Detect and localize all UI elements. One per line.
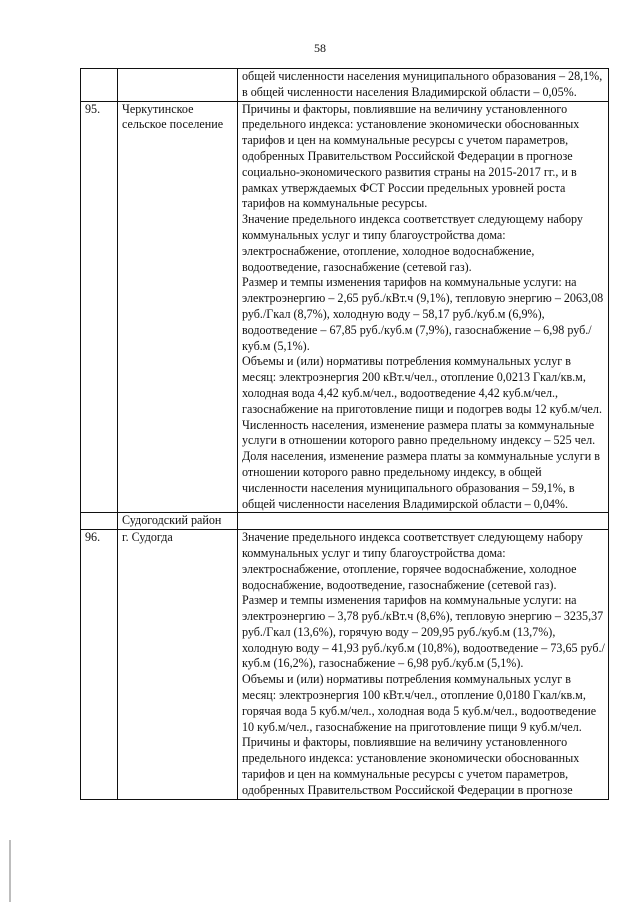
index-table [80,68,609,800]
page-number: 58 [314,41,326,55]
description-cell [238,530,609,800]
scan-edge-mark [9,840,11,902]
paragraph: Причины и факторы, повлиявшие на величину установленного предельного индекса: установление экономически обоснованных тарифов и цен на коммунальные ресурсы с учетом параметров, одобренных Правительством Российской Федерации в прогнозе социально-экономического развития страны на 2015-2017 гг., и в рамках утверждаемых ФСТ России предельных уровней роста тарифов на коммунальные ресурсы. [242,101,580,211]
row-number-cell [81,69,118,102]
paragraph: общей численности населения муниципального образования – 28,1%, в общей численности населения Владимирской области – 0,05%. [242,69,603,99]
row-number-cell [81,513,118,530]
paragraph: Доля населения, изменение размера платы за коммунальные услуги в отношении которого равно предельному индексу, в общей численности населения муниципального образования – 59,1%, в общей численности населения Владимирской области – 0,04%. [242,449,600,511]
municipality-cell: г. Судогда [118,530,238,800]
table-row-district [81,513,609,530]
paragraph: Значение предельного индекса соответствует следующему набору коммунальных услуг и типу благоустройства дома: электроснабжение, отопление, горячее водоснабжение, холодное водоснабжение, водоотведение, газоснабжение (сетевой газ). [242,530,583,592]
description-cell [238,101,609,513]
paragraph: Объемы и (или) нормативы потребления коммунальных услуг в месяц: электроэнергия 200 кВт.ч/чел., отопление 0,0213 Гкал/кв.м, холодная вода 4,42 куб.м/чел., водоотведение 4,42 куб.м/чел., газоснабжение на приготовление пищи и подогрев воды 12 куб.м/чел. [242,354,602,416]
paragraph: Размер и темпы изменения тарифов на коммунальные услуги: на электроэнергию – 3,78 руб./кВт.ч (8,6%), тепловую энергию – 3235,37 руб./Гкал (13,6%), горячую воду – 209,95 руб./куб.м (13,7%), холодную воду – 41,93 руб./куб.м (10,8%), водоотведение – 73,65 руб./куб.м (16,2%), газоснабжение – 6,98 руб./куб.м (5,1%). [242,593,605,671]
description-cell [238,513,609,530]
municipality-cell: Черкутинское сельское поселение [118,101,238,513]
paragraph: Значение предельного индекса соответствует следующему набору коммунальных услуг и типу благоустройства дома: электроснабжение, отопление, холодное водоснабжение, водоотведение, газоснабжение (сетевой газ). [242,212,583,274]
municipality-cell [118,69,238,102]
paragraph: Размер и темпы изменения тарифов на коммунальные услуги: на электроэнергию – 2,65 руб./кВт.ч (9,1%), тепловую энергию – 2063,08 руб./Гкал (8,7%), холодную воду – 58,17 руб./куб.м (6,9%), водоотведение – 67,85 руб./куб.м (7,9%), газоснабжение – 6,98 руб./куб.м (5,1%). [242,275,604,353]
paragraph: Численность населения, изменение размера платы за коммунальные услуги в отношении которого равно предельному индексу – 525 чел. [242,417,596,448]
paragraph: Объемы и (или) нормативы потребления коммунальных услуг в месяц: электроэнергия 100 кВт.ч/чел., отопление 0,0180 Гкал/кв.м, горячая вода 5 куб.м/чел., холодная вода 5 куб.м/чел., водоотведение 10 куб.м/чел., газоснабжение на приготовление пищи 9 куб.м/чел. [242,672,597,734]
description-cell [238,69,609,102]
row-number-cell: 96. [81,530,118,800]
row-number-cell: 95. [81,101,118,513]
table-row-continuation [81,69,609,102]
table-row-96 [81,530,609,800]
table-row-95 [81,101,609,513]
paragraph: Причины и факторы, повлиявшие на величину установленного предельного индекса: установление экономически обоснованных тарифов и цен на коммунальные ресурсы с учетом параметров, одобренных Правительством Российской Федерации в прогнозе [242,735,580,797]
district-name-cell: Судогодский район [118,513,238,530]
